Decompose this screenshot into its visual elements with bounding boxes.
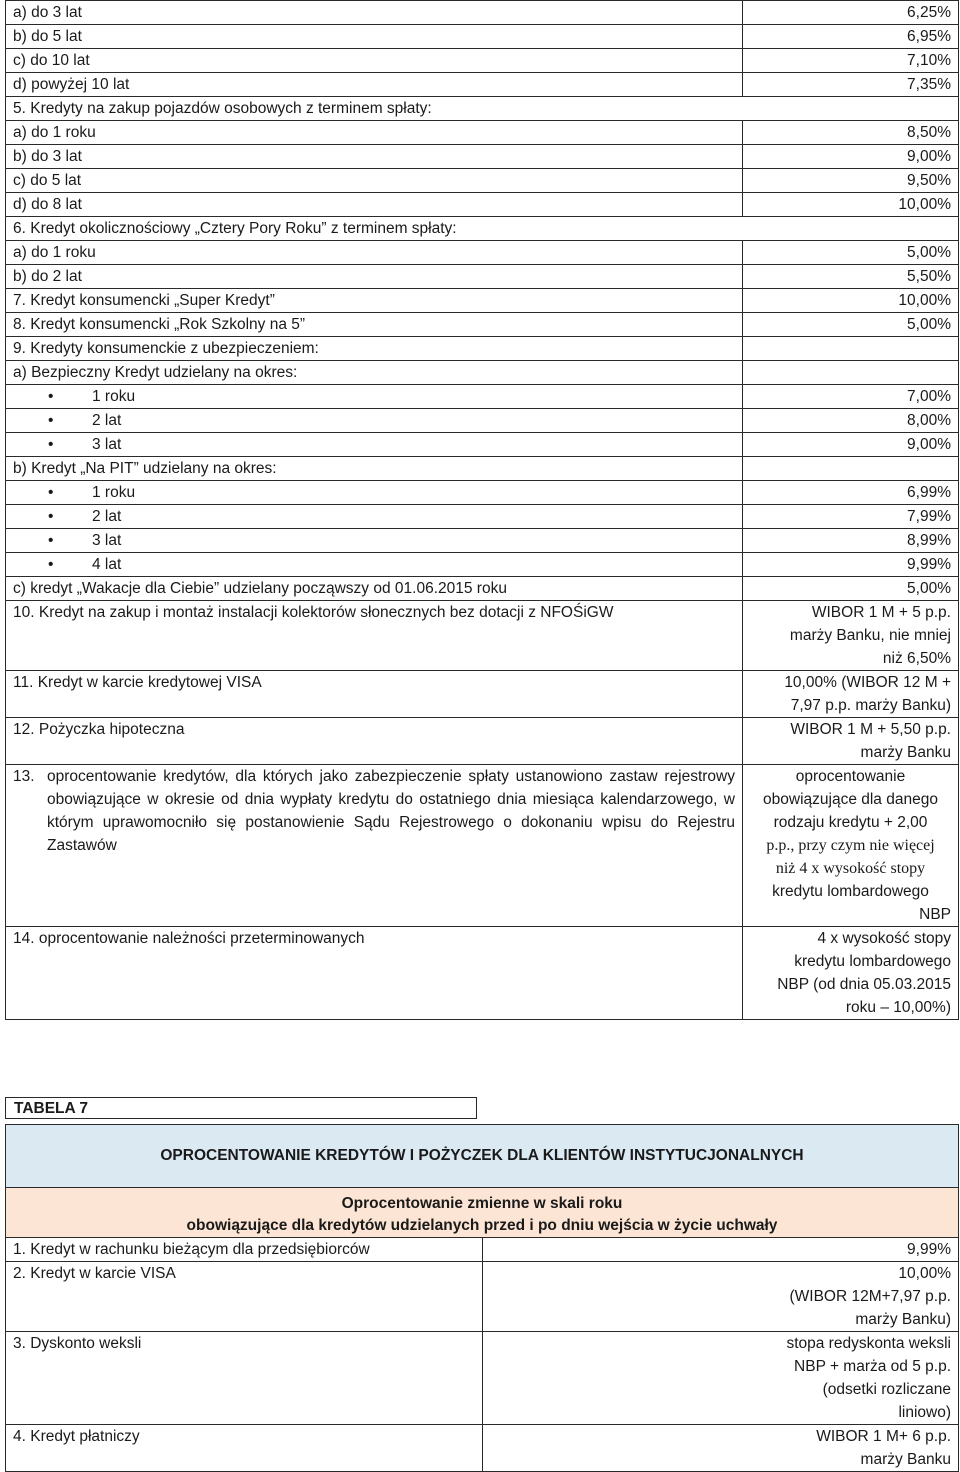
table-row	[6, 1238, 959, 1262]
table-row	[6, 927, 959, 1020]
table-row	[6, 337, 959, 361]
row-label: 11. Kredyt w karcie kredytowej VISA	[6, 671, 743, 718]
bullet-cell	[6, 433, 743, 457]
row-label: 10. Kredyt na zakup i montaż instalacji kolektorów słonecznych bez dotacji z NFOŚiGW	[6, 601, 743, 671]
table-row	[6, 265, 959, 289]
table-row	[6, 409, 959, 433]
table-row	[6, 169, 959, 193]
table-row	[6, 25, 959, 49]
row-value: 10,00%	[743, 193, 959, 217]
value-line: (WIBOR 12M+7,97 p.p.	[789, 1288, 951, 1305]
row-value: 9,99%	[482, 1238, 959, 1262]
rates-table-7	[5, 1124, 959, 1472]
table-row	[6, 49, 959, 73]
value-line: rodzaju kredytu + 2,00	[773, 814, 928, 831]
row-value	[482, 1425, 959, 1472]
table-row	[6, 385, 959, 409]
table-row	[6, 241, 959, 265]
row-value	[482, 1332, 959, 1425]
row-label: 4. Kredyt płatniczy	[6, 1425, 483, 1472]
row-label: 9. Kredyty konsumenckie z ubezpieczeniem:	[6, 337, 743, 361]
section-heading: 6. Kredyt okolicznościowy „Cztery Pory Roku” z terminem spłaty:	[6, 217, 959, 241]
row-label: b) Kredyt „Na PIT” udzielany na okres:	[6, 457, 743, 481]
table-row	[6, 529, 959, 553]
row-label: 3 lat	[92, 436, 122, 453]
row-label: a) do 1 roku	[6, 241, 743, 265]
row-label: b) do 2 lat	[6, 265, 743, 289]
value-line: niż 4 x wysokość stopy	[775, 860, 926, 877]
table-row	[6, 601, 959, 671]
table-row	[6, 1262, 959, 1332]
table-subtitle	[6, 1188, 959, 1238]
value-line: oprocentowanie	[795, 768, 906, 785]
row-label-cell	[6, 765, 743, 927]
value-line: WIBOR 1 M + 5 p.p.	[811, 604, 951, 621]
row-value: 8,50%	[743, 121, 959, 145]
row-value: 6,99%	[743, 481, 959, 505]
value-line: 7,97 p.p. marży Banku)	[790, 697, 951, 714]
table-row	[6, 361, 959, 385]
table-row	[6, 671, 959, 718]
table-subtitle-row	[6, 1188, 959, 1238]
bullet-cell	[6, 505, 743, 529]
row-value: 5,00%	[743, 577, 959, 601]
value-line: roku – 10,00%)	[845, 999, 951, 1016]
row-value: 9,00%	[743, 145, 959, 169]
row-value: 9,00%	[743, 433, 959, 457]
value-line: p.p., przy czym nie więcej	[766, 837, 935, 854]
row-value: 6,95%	[743, 25, 959, 49]
table-7-label: TABELA 7	[5, 1097, 477, 1119]
subtitle-line: obowiązujące dla kredytów udzielanych przed i po dniu wejścia w życie uchwały	[186, 1217, 778, 1234]
row-value	[743, 671, 959, 718]
row-value: 10,00%	[743, 289, 959, 313]
value-line: marży Banku, nie mniej	[789, 627, 951, 644]
row-label: 3 lat	[92, 532, 122, 549]
section-heading: 5. Kredyty na zakup pojazdów osobowych z terminem spłaty:	[6, 97, 959, 121]
row-label: 1 roku	[92, 388, 136, 405]
value-line: niż 6,50%	[882, 650, 951, 667]
row-label: 1 roku	[92, 484, 136, 501]
bullet-cell	[6, 481, 743, 505]
row-value	[743, 718, 959, 765]
table-row	[6, 1425, 959, 1472]
value-line: WIBOR 1 M+ 6 p.p.	[816, 1428, 951, 1445]
table-row	[6, 577, 959, 601]
bullet-cell	[6, 553, 743, 577]
row-label: 2 lat	[92, 412, 122, 429]
row-label: c) do 10 lat	[6, 49, 743, 73]
value-line: NBP	[919, 906, 951, 923]
row-value: 9,50%	[743, 169, 959, 193]
row-label: b) do 5 lat	[6, 25, 743, 49]
row-value: 6,25%	[743, 1, 959, 25]
table-row	[6, 765, 959, 927]
value-line: marży Banku	[860, 1451, 951, 1468]
table-section-row	[6, 97, 959, 121]
row-value: 8,99%	[743, 529, 959, 553]
row-value: 7,35%	[743, 73, 959, 97]
value-line: kredytu lombardowego	[772, 883, 929, 900]
row-value: 7,00%	[743, 385, 959, 409]
row-label: 4 lat	[92, 556, 122, 573]
row-label: d) do 8 lat	[6, 193, 743, 217]
row-value	[743, 927, 959, 1020]
bullet-icon: •	[48, 484, 54, 501]
row-value: 5,00%	[743, 241, 959, 265]
rates-table-6	[5, 0, 959, 1020]
row-label: a) Bezpieczny Kredyt udzielany na okres:	[6, 361, 743, 385]
value-line: obowiązujące dla danego	[763, 791, 938, 808]
bullet-icon: •	[48, 556, 54, 573]
row-value: 9,99%	[743, 553, 959, 577]
row-label: c) kredyt „Wakacje dla Ciebie” udzielany począwszy od 01.06.2015 roku	[6, 577, 743, 601]
value-line: 10,00% (WIBOR 12 M +	[784, 674, 951, 691]
row-label: 8. Kredyt konsumencki „Rok Szkolny na 5”	[6, 313, 743, 337]
table-title-row	[6, 1125, 959, 1188]
row-value	[743, 457, 959, 481]
value-line: marży Banku)	[855, 1311, 951, 1328]
table-row	[6, 718, 959, 765]
row-value	[743, 765, 959, 927]
table-section-row	[6, 217, 959, 241]
bullet-icon: •	[48, 532, 54, 549]
bullet-icon: •	[48, 388, 54, 405]
row-value	[482, 1262, 959, 1332]
row-number: 13.	[13, 768, 35, 785]
table-row	[6, 73, 959, 97]
bullet-icon: •	[48, 436, 54, 453]
table-title: OPROCENTOWANIE KREDYTÓW I POŻYCZEK DLA KLIENTÓW INSTYTUCJONALNYCH	[6, 1125, 959, 1188]
table-row	[6, 457, 959, 481]
table-row	[6, 481, 959, 505]
table-row	[6, 145, 959, 169]
row-label: b) do 3 lat	[6, 145, 743, 169]
table-row	[6, 1332, 959, 1425]
row-value	[743, 601, 959, 671]
row-label: c) do 5 lat	[6, 169, 743, 193]
row-value	[743, 337, 959, 361]
table-row	[6, 433, 959, 457]
row-label: a) do 3 lat	[6, 1, 743, 25]
value-line: NBP + marża od 5 p.p.	[794, 1358, 951, 1375]
value-line: marży Banku	[860, 744, 951, 761]
value-line: WIBOR 1 M + 5,50 p.p.	[790, 721, 951, 738]
value-line: liniowo)	[898, 1404, 951, 1421]
table-row	[6, 121, 959, 145]
row-value: 5,00%	[743, 313, 959, 337]
value-line: 10,00%	[898, 1265, 951, 1282]
value-line: (odsetki rozliczane	[822, 1381, 951, 1398]
row-label: 3. Dyskonto weksli	[6, 1332, 483, 1425]
bullet-icon: •	[48, 412, 54, 429]
bullet-icon: •	[48, 508, 54, 525]
row-value: 7,99%	[743, 505, 959, 529]
row-value	[743, 361, 959, 385]
value-line: stopa redyskonta weksli	[786, 1335, 951, 1352]
row-label: 14. oprocentowanie należności przeterminowanych	[6, 927, 743, 1020]
row-label: 7. Kredyt konsumencki „Super Kredyt”	[6, 289, 743, 313]
row-label: 1. Kredyt w rachunku bieżącym dla przedsiębiorców	[6, 1238, 483, 1262]
table-row	[6, 553, 959, 577]
row-label: d) powyżej 10 lat	[6, 73, 743, 97]
row-label: oprocentowanie kredytów, dla których jako zabezpieczenie spłaty ustanowiono zastaw rejestrowy obowiązujące w okresie od dnia wypłaty kredytu do ostatniego dnia miesiąca kalendarzowego, w którym uprawomocniło się postanowienie Sądu Rejestrowego o dokonaniu wpisu do Rejestru Zastawów	[47, 768, 735, 854]
row-label: 2. Kredyt w karcie VISA	[6, 1262, 483, 1332]
bullet-cell	[6, 529, 743, 553]
row-value: 5,50%	[743, 265, 959, 289]
subtitle-line: Oprocentowanie zmienne w skali roku	[341, 1195, 623, 1212]
row-value: 8,00%	[743, 409, 959, 433]
bullet-cell	[6, 385, 743, 409]
row-label: 2 lat	[92, 508, 122, 525]
row-label: a) do 1 roku	[6, 121, 743, 145]
table-row	[6, 193, 959, 217]
value-line: 4 x wysokość stopy	[817, 930, 951, 947]
table-row	[6, 1, 959, 25]
value-line: NBP (od dnia 05.03.2015	[777, 976, 951, 993]
table-row	[6, 289, 959, 313]
table-row	[6, 313, 959, 337]
bullet-cell	[6, 409, 743, 433]
value-line: kredytu lombardowego	[794, 953, 951, 970]
row-label: 12. Pożyczka hipoteczna	[6, 718, 743, 765]
row-value: 7,10%	[743, 49, 959, 73]
table-row	[6, 505, 959, 529]
